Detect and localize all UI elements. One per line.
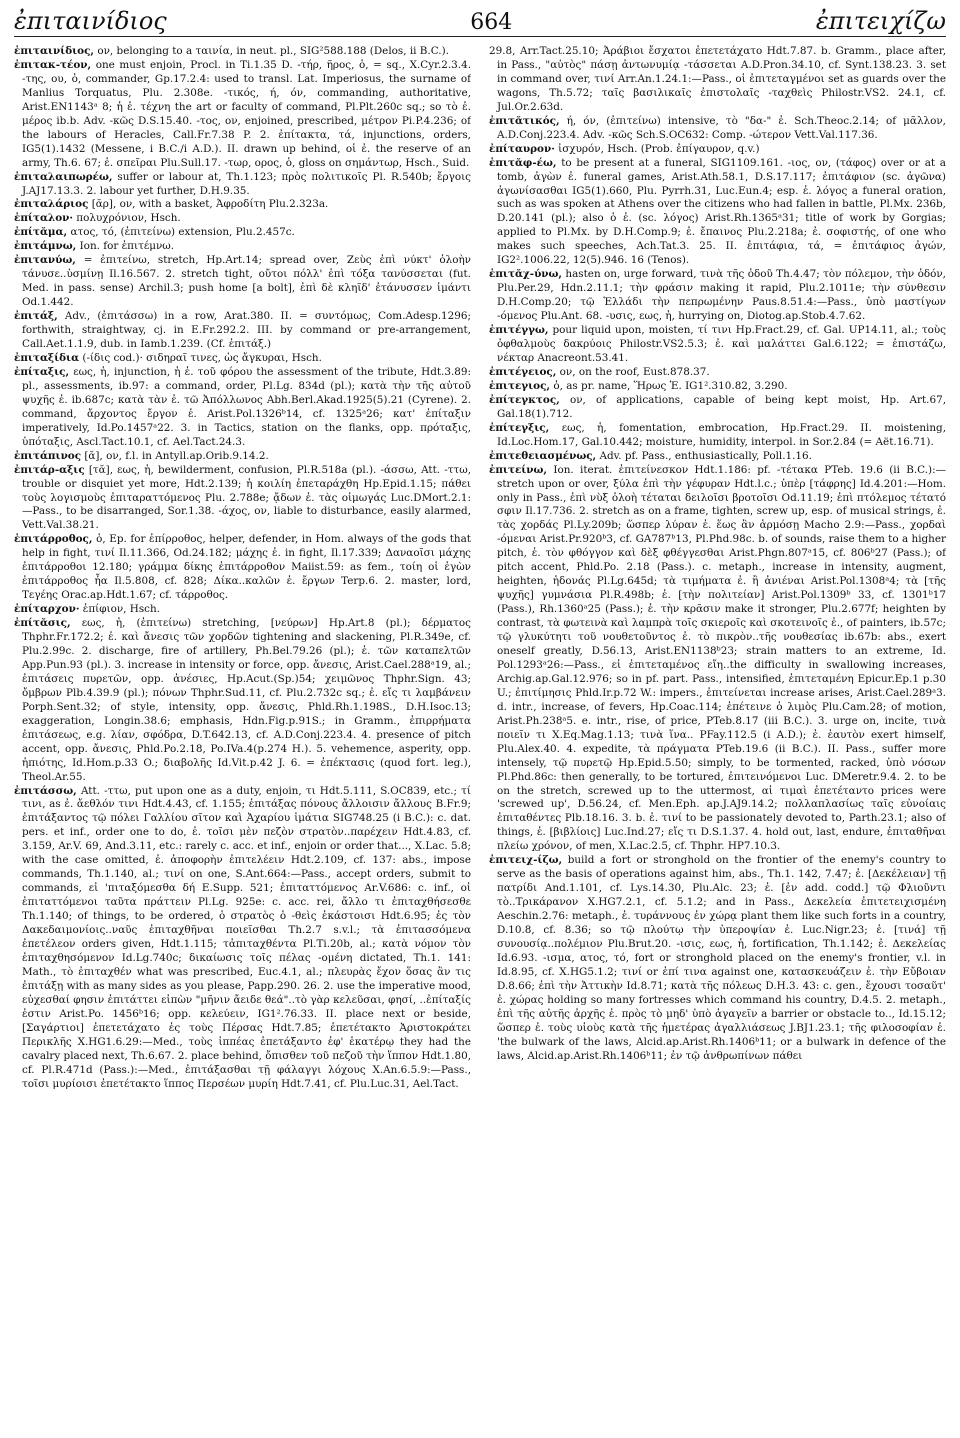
entry-headword: ἐπιταλαιπωρέω,: [14, 170, 113, 183]
entry-headword: ἐπιτάσσω,: [14, 784, 77, 797]
entry-headword: ἐπιτεθειασμένως,: [489, 449, 597, 462]
dictionary-entry: [489, 268, 946, 324]
entry-headword: ἐπίτεγκτος,: [489, 393, 560, 406]
dictionary-entry: [14, 310, 471, 352]
entry-body: to be present at a funeral, SIG1109.161. -ιος, ον, (τάφος) over or at a tomb, ἀγὼν ἐ. funeral games, Arist.Ath.58.1, D.S.17.117; ἐπιτάφιον (sc. ἀγῶνα) ἀγωνίσασθαι IG5(1).660, Plu. Pyrrh.31, Luc.Eun.4; esp. ἐ. λόγος a funeral oration, such as was spoken at Athens over the citizens who had fallen in battle, Pl.Mx. 236b, D.20.141 (pl.); also ὁ ἐ. (sc. λόγος) Arist.Rh.1365ᵃ31; title of work by Gorgias; applied to Pl.Mx. by D.H.Comp.9; ἐ. ἔπαινος Plu.2.218a; ἐ. σοφιστής, of one who makes such speeches, Ach.Tat.3. 25. II. ἐπιτάφια, τά, = ἐπιτάφιος ἀγών, IG2².1006.22, 12(5).946. 16 (Tenos).: [497, 156, 946, 267]
dictionary-entry: [14, 45, 471, 59]
entry-body: Adv., (ἐπιτάσσω) in a row, Arat.380. II. = συντόμως, Com.Adesp.1296; forthwith, straightway, cj. in E.Fr.292.2. III. by command or pre-arrangement, Call.Aet.1.1.9, dub. in Iamb.1.239. (Cf. ἐπιτάξ.): [22, 310, 471, 351]
entry-body: ον, on the roof, Eust.878.37.: [559, 365, 710, 378]
entry-headword: ἐπιτεγιος,: [489, 379, 551, 392]
dictionary-entry: [14, 198, 471, 212]
dictionary-entry: [14, 366, 471, 450]
right-column: [489, 45, 946, 1425]
dictionary-entry: [489, 366, 946, 380]
entry-body: πολυχρόνιον, Hsch.: [76, 212, 181, 225]
entry-body: ή, όν, (ἐπιτείνω) intensive, τὸ "δα-" ἐ. Sch.Theoc.2.14; of μᾶλλον, A.D.Conj.223.4. Adv. -κῶς Sch.S.OC632: Comp. -ώτερον Vett.Val.117.36.: [497, 114, 946, 141]
dictionary-entry: [14, 533, 471, 603]
entry-body: pour liquid upon, moisten, τί τινι Hp.Fract.29, cf. Gal. UP14.11, al.; τοὺς ὀφθαλμοὺς δακρύοις Philostr.VS2.5.3; ἐ. καὶ μαλάττει Gal.6.122; = ἐπιστάζω, νέκταρ Anacreont.53.41.: [497, 324, 946, 364]
entry-headword: ἐπίταξις,: [14, 365, 70, 378]
entry-headword: ἐπιταξίδια: [14, 351, 80, 364]
entry-body: suffer or labour at, Th.1.123; πρὸς πολιτικοῖς Pl. R.540b; ἔργοις J.AJ17.13.3. 2. labour yet further, D.H.9.35.: [22, 170, 471, 197]
entry-body: [ᾰρ], ον, with a basket, Ἀφροδίτη Plu.2.323a.: [91, 198, 329, 211]
dictionary-entry: [14, 240, 471, 254]
dictionary-entry: [14, 617, 471, 784]
entry-headword: ἐπιτανύω,: [14, 254, 76, 267]
entry-headword: ἐπιτέγγω,: [489, 324, 549, 337]
left-column: [14, 45, 471, 1425]
entry-body: [ᾰ], ον, f.l. in Antyll.ap.Orib.9.14.2.: [84, 449, 269, 462]
entry-headword: ἐπιτείνω,: [489, 463, 548, 476]
entry-body: ἰσχυρόν, Hsch. (Prob. ἐπίγαυρον, q.v.): [558, 142, 760, 155]
entry-body: ον, of applications, capable of being kept moist, Hp. Art.67, Gal.18(1).712.: [497, 393, 946, 420]
entry-body: Adv. pf. Pass., enthusiastically, Poll.1.16.: [599, 449, 812, 462]
dictionary-entry: [14, 464, 471, 534]
dictionary-entry: [489, 854, 946, 1063]
entry-body: Ion. iterat. ἐπιτείνεσκον Hdt.1.186: pf. -τέτακα PTeb. 19.6 (ii B.C.):—stretch upon or over, ξύλα ἐπὶ τὴν γέφυραν Hdt.l.c.; ὑπὲρ [τάφρης] Id.4.201:—Hom. only in Pass., ἐπὶ νὺξ ὀλοὴ τέταται δειλοῖσι βροτοῖσι Od.11.19; ἐπὶ πτόλεμος τέτατό σφιν Il.17.736. 2. stretch as on a frame, tighten, screw up, esp. of musical strings, ἐ. τὰς χορδάς Pl.Ly.209b; ὥσπερ λύραν ἐ. ἕως ἂν ἁρμόσῃ Macho 2.9:—Pass., χορδαὶ -όμεναι Arist.Pr.920ᵇ3, cf. GA787ᵇ13, Pl.Phd.98c. b. of sounds, raise them to a higher pitch, ἐ. τὸν φθόγγον καὶ δὲξ φθέγγεσθαι Arist.Phgn.807ᵃ15, cf. 806ᵇ27 (Pass.); of pitch accent, Phld.Po. 2.18 (Pass.). c. metaph., increase in intensity, augment, heighten, ἡδονάς Pl.Lg.645d; τὰ τιμήματα ἐ. ἢ ἀνιέναι Arist.Pol.1308ᵃ4; τὰ [τῆς ψυχῆς] γυμνάσια Pl.R.498b; ἐ. [τὴν πολιτείαν] Arist.Pol.1309ᵇ 33, cf. 1301ᵇ17 (Pass.), Rh.1360ᵃ25 (Pass.); ἐ. τὴν κρᾶσιν make it stronger, Plu.2.677f; heighten by contrast, τὰ φωτεινὰ καὶ λαμπρὰ τοῖς σκιεροῖς καὶ σκοτεινοῖς ἐ., of painters, ib.57c; τῷ γλυκύτητι τοῦ νουθετοῦντος ἐ. τὸ πικρὸν..τῆς νουθεσίας ib.67b: abs., exert oneself greatly, D.56.13, Arist.EN1138ᵇ23; strain matters to an extreme, Id. Pol.1293ᵃ26:—Pass., εἰ ἐπιτεταμένος εἴη..the difficulty in swallowing increases, Archig.ap.Gal.12.976; so in pf. part. Pass., intensified, ἐπιτεταμένη Epicur.Ep.1 p.30 U.; ἐπιτίμησις Phld.Ir.p.72 W.: impers., ἐπιτείνεται increase arises, Arist.Cael.289ᵃ3. d. intr., increase, of fevers, Hp.Coac.114; ἐπέτεινε ὁ λιμὸς Plu.Cam.28; of motion, Arist.Ph.238ᵃ5. e. intr., rise, of price, PTeb.8.17 (iii B.C.). 3. urge on, incite, τινὰ ποιεῖν τι X.Eq.Mag.1.13; τινὰ ἵνα.. PFay.112.5 (i A.D.); ἐ. ἑαυτὸν exert himself, Plu.Alex.40. 4. expedite, τὰ πράγματα PTeb.19.6 (ii B.C.). II. Pass., suffer more intensely, τῷ πυρετῷ Hp.Epid.5.50; simply, to be tormented, racked, ὑπὸ νόσων Pl.Phd.86c: then generally, to be tortured, ἐπιτεινόμενοι Luc. DMeretr.9.4. 2. to be on the stretch, screwed up to the uttermost, αἱ τιμαὶ ἐπετέταντο prices were 'screwed up', D.56.24, cf. Men.Eph. ap.J.AJ9.14.2; πολλαπλασίως ταῖς εὐνοίαις ἐπιταθέντες Plb.18.16. 3. b. ἐ. τινί to be passionately devoted to, Parth.23.1; also of things, ἐ. [βιβλίοις] Luc.Ind.27; εἴς τι D.S.1.37. 4. hold out, last, endure, ἐπιταθῆναι πλείω χρόνον, of men, X.Lac.2.5, cf. Thphr. HP7.10.3.: [497, 463, 946, 853]
entry-body: εως, ἡ, fomentation, embrocation, Hp.Fract.29. II. moistening, Id.Loc.Hom.17, Gal.10.442; moisture, humidity, interpol. in Sor.2.84 (= Aët.16.71).: [497, 421, 946, 448]
dictionary-entry: [14, 450, 471, 464]
entry-body: (-ίδις cod.)· σιδηραῖ τινες, ὡς ἄγκυραι, Hsch.: [82, 351, 322, 364]
dictionary-entry: [489, 394, 946, 422]
entry-body: ὁ, Ep. for ἐπίρροθος, helper, defender, in Hom. always of the gods that help in fight, τινί Il.11.366, Od.24.182; μάχης ἐ. in fight, Il.17.339; Δαναοῖσι μάχης ἐπιτάρροθοι 12.180; γράμμα δίκης ἐπιτάρροθον Maiist.59: as fem., τοίη οἱ ἐγὼν ἐπιτάρροθος ἦα Il.5.808, cf. 828; Δίκα..καλῶν ἐ. ἔργων Terp.6. 2. master, lord, Τεγέης Orac.ap.Hdt.1.67; cf. τάρροθος.: [22, 533, 471, 602]
entry-body: build a fort or stronghold on the frontier of the enemy's country to serve as the basis of operations against him, abs., Th.1. 142, 7.47; ἐ. [Δεκέλειαν] τῇ πατρίδι And.1.101, cf. Lys.14.30, Plu.Alc. 23; ἐ. [ἐν add. codd.] τῷ Φλιοῦντι τὸ..Τρικάρανον X.HG7.2.1, cf. 5.1.2; and in Pass., Δεκελεία ἐπιτετειχισμένη Aeschin.2.76: metaph., ἐ. τυράννους ἐν χώρᾳ plant them like such forts in a country, D.10.8, cf. 8.36; so τῷ πλούτῳ τὴν ὑπεροψίαν ἐ. Luc.Nigr.23; ἐ. [τινά] τῇ συνουσίᾳ..πολέμιον Plu.Brut.20. -ισις, εως, ἡ, fortification, Th.1.142; ἐ. Δεκελείας Id.6.93. -ισμα, ατος, τό, fort or stronghold placed on the enemy's frontier, v.l. in Id.8.95, cf. X.HG5.1.2; τινί or ἐπί τινα against one, κατασκευάζειν ἐ. τὴν Εὔβοιαν D.8.66; ἐπὶ τὴν Ἀττικὴν Id.8.71; κατὰ τῆς πόλεως D.H.3. 43: c. gen., ἔχουσι τοσαῦτ' ἐ. χώρας holding so many fortresses which command his country, D.4.5. 2. metaph., ἐπὶ τῆς αὐτῆς ἀρχῆς ἐ. πρὸς τὸ μηδ' ὑπὸ ἀγαγεῖν a barrier or obstacle to.., Id.15.12; ὥσπερ ἐ. τοὺς υἱοὺς κατὰ τῆς ἡμετέρας ἀγαλλιάσεως J.BJ1.23.1; τῆς φιλοσοφίαν ἐ. 'the bulwark of the laws, Alcid.ap.Arist.Rh.1406ᵇ11; or a bulwark in defence of the laws, Alcid.ap.Arist.Rh.1406ᵇ11; ἐν τῷ ἀνθρωπίνων πάθει: [497, 854, 946, 1062]
entry-headword: ἐπίτᾰσις,: [14, 617, 71, 630]
entry-headword: ἐπιτάπινος: [14, 449, 82, 462]
entry-body: ἐπίφιον, Hsch.: [82, 603, 160, 616]
entry-headword: ἐπίταρχον·: [14, 603, 80, 616]
running-header: [14, 8, 946, 37]
dictionary-entry: [14, 212, 471, 226]
page-number: 664: [470, 10, 513, 35]
entry-headword: ἐπιτάρροθος,: [14, 533, 93, 546]
dictionary-entry: [489, 45, 946, 115]
dictionary-entry: [489, 422, 946, 450]
entry-headword: ἐπιτᾰτικός,: [489, 114, 560, 127]
entry-headword: ἐπίταλον·: [14, 212, 73, 225]
entry-headword: ἐπιταλάριος: [14, 198, 89, 211]
dictionary-entry: [489, 115, 946, 143]
dictionary-entry: [489, 324, 946, 366]
entry-body: hasten on, urge forward, τινὰ τῆς ὁδοῦ Th.4.47; τὸν πόλεμον, τὴν ὁδόν, Plu.Per.29, Hdn.2.11.1; τὴν φράσιν making it rapid, Plu.2.1011e; τὴν σύνθεσιν D.H.Comp.20; τῷ Ἑλλάδι τὴν πεπρωμένην Paus.8.51.4:—Pass., ὑπὸ μαστίγων -όμενος Plu.Ant. 68. -υσις, εως, ἡ, hurrying on, Diotog.ap.Stob.4.7.62.: [497, 268, 946, 323]
entry-body: = ἐπιτείνω, stretch, Hp.Art.14; spread over, Ζεὺς ἐπὶ νύκτ' ὀλοὴν τάνυσε..ὑσμίνῃ Il.16.567. 2. stretch tight, οὔτοι πόλλ' ἐπὶ τόξα τανύσσεται (fut. Med. in pass. sense) Archil.3; push home [a bolt], ἐπὶ δὲ κληῖδ' ἐτάνυσσεν ἱμάντι Od.1.442.: [22, 254, 471, 309]
entry-body: Ion. for ἐπιτέμνω.: [79, 240, 175, 253]
dictionary-entry: [489, 464, 946, 855]
entry-body: εως, ἡ, (ἐπιτείνω) stretching, [νεύρων] Hp.Art.8 (pl.); δέρματος Thphr.Fr.172.2; ἐ. καὶ ἄνεσις τῶν χορδῶν tightening and slackening, Pl.R.349e, cf. Plu.2.99c. 2. discharge, fire of artillery, Ph.Bel.79.26 (pl.); ἐ. τῶν καταπελτῶν App.Pun.93 (pl.). 3. increase in intensity or force, opp. ἄνεσις, Arist.Cael.288ᵃ19, al.; ἐπιτάσεις πυρετῶν, opp. ἀνέσιες, Hp.Acut.(Sp.)54; χειμῶνος Thphr.Sign. 43; ὄμβρων Plb.4.39.9 (pl.); πόνων Thphr.Sud.11, cf. Plu.2.732c sq.; ἐ. εἴς τι λαμβάνειν Porph.Sent.32; of style, intensity, opp. ἄνεσις, Phld.Rh.1.198S., D.H.Isoc.13; exaggeration, Longin.38.6; emphasis, Hdn.Fig.p.91S.; in Gramm., ἐπιρρήματα ἐπιτάσεως, e.g. λίαν, σφόδρα, D.T.642.13, cf. A.D.Conj.223.4. 4. presence of pitch accent, opp. ἄνεσις, Phld.Po.2.18, Po.IVa.4(p.274 H.). 5. vehemence, asperity, opp. ἠπιότης, Id.Hom.p.33 O.; διαβολῆς Id.Vit.p.42 J. 6. = ἐπέκτασις (quod fort. leg.), Theol.Ar.55.: [22, 617, 471, 783]
dictionary-entry: [14, 226, 471, 240]
dictionary-entry: [14, 171, 471, 199]
entry-headword: ἐπίτᾰμα,: [14, 226, 68, 239]
entry-headword: ἐπιτέγειος,: [489, 365, 557, 378]
dictionary-entry: [14, 352, 471, 366]
entry-headword: ἐπιτειχ-ίζω,: [489, 854, 563, 867]
dictionary-entry: [489, 380, 946, 394]
dictionary-entry: [14, 603, 471, 617]
entry-headword: ἐπιτᾰφ-έω,: [489, 156, 557, 169]
entry-body: ατος, τό, (ἐπιτείνω) extension, Plu.2.457c.: [70, 226, 295, 239]
dictionary-entry: [14, 254, 471, 310]
entry-body: ον, belonging to a ταινία, in neut. pl., SIG²588.188 (Delos, ii B.C.).: [97, 45, 449, 57]
dictionary-entry: [489, 143, 946, 157]
dictionary-entry: [489, 157, 946, 269]
header-right-guideword: ἐπιτειχίζω: [815, 7, 946, 35]
dictionary-entry: [489, 450, 946, 464]
header-left-guideword: ἐπιταινίδιος: [14, 7, 167, 35]
entry-headword: ἐπίτεγξις,: [489, 421, 550, 434]
entry-headword: ἐπιτακ-τέον,: [14, 58, 92, 71]
entry-headword: ἐπιταινίδιος,: [14, 45, 95, 57]
text-columns: [14, 45, 946, 1425]
entry-body: ὁ, as pr. name, Ἥρως Ἐ. IG1².310.82, 3.290.: [553, 379, 788, 392]
entry-body: one must enjoin, Procl. in Ti.1.35 D. -τήρ, ῆρος, ὁ, = sq., X.Cyr.2.3.4. -της, ου, ὁ, commander, Gp.17.2.4: used to transl. Lat. Imperiosus, the surname of Manlius Torquatus, Plu. 2.308e. -τικός, ή, όν, commanding, authoritative, Arist.EN1143ᵃ 8; ἡ ἐ. τέχνη the art or faculty of command, Pl.Plt.260c sq.; so τὸ ἐ. μέρος ib.b. Adv. -κῶς D.S.15.40. -τος, ον, enjoined, prescribed, μέτρον Pi.P.4.236; of the labours of Heracles, Call.Fr.7.38 P. 2. ἐπίτακτα, τά, injunctions, orders, IG5(1).1432 (Messene, i B.C./i A.D.). II. drawn up behind, οἱ ἐ. the reserve of an army, Th.6. 67; ἐ. σπεῖραι Plu.Sull.17. -τωρ, ορος, ὁ, gloss on σημάντωρ, Hsch., Suid.: [22, 58, 471, 169]
dictionary-entry: [14, 785, 471, 1092]
entry-headword: ἐπιτᾰχ-ύνω,: [489, 268, 563, 281]
entry-headword: ἐπιτάρ-αξις: [14, 463, 85, 476]
entry-headword: ἐπιτάμνω,: [14, 240, 77, 253]
dictionary-entry: [14, 59, 471, 171]
entry-body: 29.8, Arr.Tact.25.10; Ἀράβιοι ἔσχατοι ἐπετετάχατο Hdt.7.87. b. Gramm., place after, in Pass., "αὐτὸς" πάσῃ ἀντωνυμίᾳ -τάσσεται A.D.Pron.34.10, cf. Synt.138.23. 3. set in command over, τινί Arr.An.1.24.1:—Pass., οἱ ἐπιτεταγμένοι set as guards over the wagons, Th.5.72; ταῖς βασιλικαῖς ἐπιστολαῖς -ταχθεὶς Philostr.VS2. 24.1, cf. Jul.Or.2.63d.: [489, 45, 946, 113]
entry-headword: ἐπιτάξ,: [14, 310, 58, 323]
entry-body: εως, ἡ, injunction, ἡ ἐ. τοῦ φόρου the assessment of the tribute, Hdt.3.89: pl., assessments, ib.97: a command, order, Pl.Lg. 834d (pl.); κατὰ τὴν τῆς αὐτοῦ ψυχῆς ἐ. ib.687c; κατὰ τὰν ἐ. τῶ Ἀπόλλωνος Abh.Berl.Akad.1925(5).21 (Cyrene). 2. command, ἄρχοντος ἔργον ἐ. Arist.Pol.1326ᵇ14, cf. 1325ᵃ26; κατ' ἐπίταξιν imperatively, Id.Po.1457ᵃ22. 3. in Tactics, station on the flanks, opp. πρόταξις, ὑπόταξις, Ascl.Tact.10.1, cf. Ael.Tact.24.3.: [22, 365, 471, 448]
entry-body: Att. -ττω, put upon one as a duty, enjoin, τι Hdt.5.111, S.OC839, etc.; τί τινι, as ἐ. ἄεθλόν τινι Hdt.4.43, cf. 1.155; ἐπιτάξας πόνους ἄλλοισιν ἄλλους B.Fr.9; ἐπιτάξαντος τῷ πόλει Γαλλίου σῖτον καὶ Ἀχαρίου ἱμάτια SIG748.25 (i B.C.): c. dat. pers. et inf., order one to do, ἐ. τοῖσι μὲν πεζὸν στρατὸν..παρέχειν Hdt.4.83, cf. 3.159, Ar.V. 69, And.3.11, etc.: rarely c. acc. et inf., enjoin or order that..., X.Lac. 5.8; with the case omitted, ἐ. ἀποφορὴν ἐπιτελέειν Hdt.2.109, cf. 137: abs., impose commands, Th.1.140, al.; τινί on one, S.Ant.664:—Pass., accept orders, submit to commands, εἰ 'πιταξόμεσθα δή E.Supp. 521; ἐπιταττόμενος Ar.V.686: c. inf., οἱ ἐπιταττόμενοι ταῦτα πράττειν Pl.Lg. 925e: c. acc. rei, ἄλλο τι ἐπιταχθήσεσθε Th.1.140; of things, to be ordered, ὁ στρατὸς ὁ -θεὶς ἑκάστοισι Hdt.6.95; ἐς τὸν Δακεδαιμονίοις..ναῦς ἐπιταχθῆναι ποιεῖσθαι Th.2.7 s.v.l.; τὰ ἐπιτασσόμενα ἐπετέλεον orders given, Hdt.1.115; τἀπιταχθέντα Pl.Ti.20b, al.; κατὰ νόμον τὸν ἐπιταχθησόμενον Id.Lg.740c; δικαίωσις τοῖς πέλας -ομένη dictated, Th.1. 141: Math., τὸ ἐπιταχθέν what was prescribed, Euc.4.1, al.; πλευρὰς ἔχον ὅσας ἂν τις ἐπιτάξῃ with as many sides as you please, Papp.290. 26. 2. use the imperative mood, εὐχεσθαί φησιν ἐπιτάττει εἰπὼν "μῆνιν ἄειδε θεά"..τὸ γὰρ κελεῦσαι, φησί, ..ἐπίταξίς ἐστιν Arist.Po. 1456ᵇ16; opp. κελεύειν, IG1².76.33. II. place next or beside, [Σαγάρτιοι] ἐπετετάχατο ἐς τοὺς Πέρσας Hdt.7.85; ἐπετέτακτο Ἀριστοκράτει Περικλῆς X.HG1.6.29:—Med., τοὺς ἱππέας ἐπετάξαντο ἐφ' ἑκατέρῳ they had the cavalry placed next, Th.6.67. 2. place behind, ὄπισθεν τοῦ πεζοῦ τὴν ἵππον Hdt.1.80, cf. Pl.R.471d (Pass.):—Med., ἐπιτάξασθαι τῇ φάλαγγι λόχους X.An.6.5.9:—Pass., τοῖσι μυρίοισι ἐπετέτακτο ἵππος Περσέων μυρίη Hdt.7.41, cf. Plu.Luc.31, Ael.Tact.: [22, 784, 471, 1090]
entry-headword: ἐπίταυρον·: [489, 142, 555, 155]
entry-body: [τᾰ], εως, ἡ, bewilderment, confusion, Pl.R.518a (pl.). -άσσω, Att. -ττω, trouble or disquiet yet more, Hdt.2.139; ἡ κοιλίη ἐπεταράχθη Hp.Epid.1.15; πάθει τοὺς λογισμοὺς ἐπιταραττόμενος Plu. 2.788e; ᾄδων ἐ. τὰς οἰμωγάς Luc.DMort.2.1:—Pass., to be disarranged, Sor.1.38. -άχος, ον, liable to disturbance, easily alarmed, Vett.Val.38.21.: [22, 463, 471, 532]
